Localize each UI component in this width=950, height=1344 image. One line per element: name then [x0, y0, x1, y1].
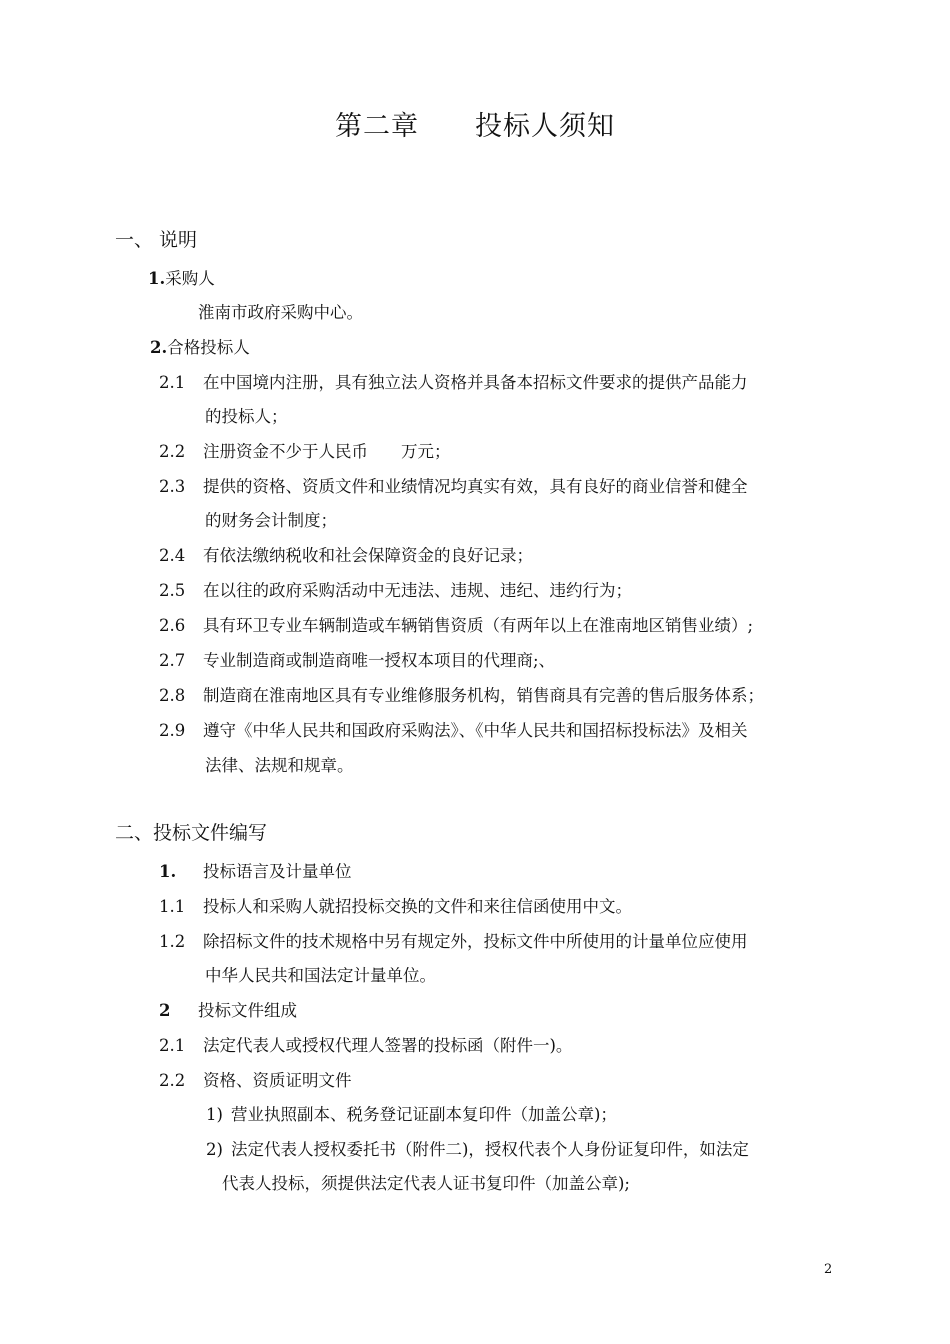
subsection-purchaser — [148, 268, 215, 290]
subsection-number: 2. — [150, 338, 168, 357]
item-text: 遵守《中华人民共和国政府采购法》、《中华人民共和国招标投标法》及相关 — [203, 721, 748, 740]
subsection-number: 2 — [159, 1001, 171, 1020]
subitem-text: 法定代表人授权委托书（附件二)，授权代表个人身份证复印件，如法定 — [231, 1140, 749, 1159]
item-number: 2.2 — [159, 1071, 186, 1090]
item-text: 有依法缴纳税收和社会保障资金的良好记录； — [203, 546, 533, 565]
item-text: 专业制造商或制造商唯一授权本项目的代理商;、 — [203, 651, 556, 670]
item-text: 资格、资质证明文件 — [203, 1071, 352, 1090]
item-number: 2.8 — [159, 686, 186, 705]
page-title: 第二章 投标人须知 — [335, 111, 615, 142]
item-text-continued: 的财务会计制度； — [205, 511, 337, 530]
item-text: 法定代表人或授权代理人签署的投标函（附件一)。 — [203, 1036, 573, 1055]
subitem-text: 营业执照副本、税务登记证副本复印件（加盖公章)； — [231, 1105, 617, 1124]
item-number: 2.6 — [159, 616, 186, 635]
subitem-text-continued: 代表人投标，须提供法定代表人证书复印件（加盖公章); — [222, 1174, 630, 1193]
item-number: 2.1 — [159, 373, 186, 392]
subsection-number: 1. — [148, 269, 166, 288]
item-number: 2.1 — [159, 1036, 186, 1055]
section-heading-bid-document: 二、投标文件编写 — [115, 822, 268, 844]
subsection-number: 1. — [159, 862, 177, 881]
item-text: 在中国境内注册，具有独立法人资格并具备本招标文件要求的提供产品能力 — [203, 373, 748, 392]
item-number: 2.3 — [159, 477, 186, 496]
item-text: 提供的资格、资质文件和业绩情况均真实有效，具有良好的商业信誉和健全 — [203, 477, 748, 496]
subsection-title: 投标语言及计量单位 — [203, 862, 352, 881]
item-text: 在以往的政府采购活动中无违法、违规、违纪、违约行为； — [203, 581, 632, 600]
subsection-title: 投标文件组成 — [198, 1001, 297, 1020]
page-number: 2 — [824, 1262, 833, 1277]
item-text: 制造商在淮南地区具有专业维修服务机构，销售商具有完善的售后服务体系； — [203, 686, 764, 705]
subsection-qualified-bidder — [150, 337, 250, 359]
section-heading-explanation: 一、 说明 — [115, 229, 198, 251]
purchaser-name: 淮南市政府采购中心。 — [198, 303, 363, 322]
item-text-continued: 法律、法规和规章。 — [205, 756, 354, 775]
item-text: 具有环卫专业车辆制造或车辆销售资质（有两年以上在淮南地区销售业绩）; — [203, 616, 754, 635]
item-number: 2.9 — [159, 721, 186, 740]
subsection-title: 采购人 — [165, 269, 215, 288]
item-number: 2.4 — [159, 546, 186, 565]
item-number: 2.7 — [159, 651, 186, 670]
subitem-number: 2) — [206, 1140, 223, 1159]
item-text-continued: 中华人民共和国法定计量单位。 — [205, 966, 436, 985]
item-text-continued: 的投标人； — [205, 407, 288, 426]
item-text: 投标人和采购人就招投标交换的文件和来往信函使用中文。 — [203, 897, 632, 916]
item-text: 除招标文件的技术规格中另有规定外，投标文件中所使用的计量单位应使用 — [203, 932, 748, 951]
item-text: 注册资金不少于人民币 万元； — [203, 442, 451, 461]
item-number: 1.2 — [159, 932, 186, 951]
item-number: 1.1 — [159, 897, 186, 916]
subitem-number: 1) — [206, 1105, 223, 1124]
subsection-title: 合格投标人 — [167, 338, 250, 357]
item-number: 2.5 — [159, 581, 186, 600]
item-number: 2.2 — [159, 442, 186, 461]
